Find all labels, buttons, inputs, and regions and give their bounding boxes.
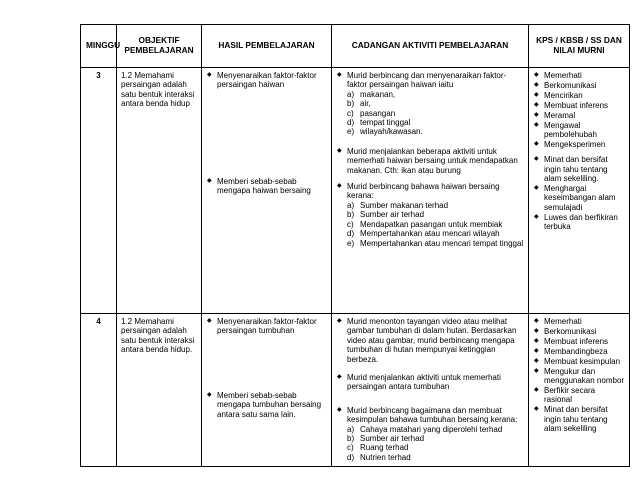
- cadangan-item: [336, 71, 524, 137]
- sub-item: e) Mempertahankan atau mencari tempat tinggal: [347, 238, 524, 248]
- sub-item: d) Nutrien terhad: [347, 452, 411, 462]
- sub-list: [347, 90, 524, 137]
- kps-item: ◆ Membuat kesimpulan: [533, 357, 625, 366]
- sub-item: d) tempat tinggal: [347, 118, 411, 128]
- sub-item: c) Ruang terhad: [347, 443, 409, 453]
- hasil-item: ◆ Memberi sebab-sebab mengapa tumbuhan bersaing antara satu sama lain.: [206, 391, 327, 419]
- cadangan-item: [336, 182, 524, 248]
- cadangan-item: ◆ Murid menjalankan aktiviti untuk memerhati persaingan antara tumbuhan: [336, 373, 524, 392]
- sub-item: c) pasangan: [347, 108, 396, 118]
- sub-item: a) makanan,: [347, 89, 396, 99]
- cadangan-text: Murid berbincang bahawa haiwan bersaing kerana:: [347, 182, 500, 201]
- sub-item: b) Sumber air terhad: [347, 210, 425, 220]
- sub-item: a) Sumber makanan terhad: [347, 200, 449, 210]
- header-row: [81, 25, 630, 68]
- kps-item: ◆ Mengukur dan menggunakan nombor: [533, 367, 625, 386]
- cadangan-cell: [332, 68, 529, 314]
- nilai-item: ◆ Minat dan bersifat ingin tahu tentang alam sekeliling.: [533, 155, 625, 183]
- hasil-item: ◆ Memberi sebab-sebab mengapa haiwan bersaing: [206, 177, 327, 196]
- kps-cell: [529, 68, 630, 314]
- kps-item: ◆ Memerhati: [533, 71, 625, 80]
- table-row-week-3: [81, 68, 630, 314]
- table-row-week-4: [81, 314, 630, 467]
- kps-item: ◆ Mengeksperimen: [533, 140, 625, 149]
- header-minggu: MINGGU: [81, 25, 117, 68]
- objektif-cell: 1.2 Memahami persaingan adalah satu bentuk interaksi antara benda hidup: [117, 68, 202, 314]
- sub-item: b) air,: [347, 99, 371, 109]
- hasil-cell: [202, 314, 332, 467]
- kps-item: ◆ Membandingbeza: [533, 347, 625, 356]
- sub-item: e) wilayah/kawasan.: [347, 127, 423, 137]
- sub-item: d) Mempertahankan atau mencari wilayah: [347, 229, 500, 239]
- week-number: 3: [81, 68, 117, 314]
- week-number: 4: [81, 314, 117, 467]
- kps-item: ◆ Meramal: [533, 111, 625, 120]
- header-kps: KPS / KBSB / SS DAN NILAI MURNI: [529, 25, 630, 68]
- nilai-item: ◆ Luwes dan berfikiran terbuka: [533, 213, 625, 232]
- nilai-item: ◆ Menghargai keseimbangan alam semulajadi: [533, 184, 625, 212]
- cadangan-item: ◆ Murid menjalankan beberapa aktiviti untuk memerhati haiwan bersaing untuk mendapatkan makanan. Cth: ikan atau burung: [336, 147, 524, 175]
- kps-item: ◆ Mengawal pembolehubah: [533, 121, 625, 140]
- kps-item: ◆ Berfikir secara rasional: [533, 386, 625, 405]
- hasil-item: ◆ Menyenaraikan faktor-faktor persaingan haiwan: [206, 71, 327, 90]
- kps-item: ◆ Membuat inferens: [533, 101, 625, 110]
- objektif-cell: 1.2 Memahami persaingan adalah satu bentuk interaksi antara benda hidup.: [117, 314, 202, 467]
- nilai-item: ◆ Minat dan bersifat ingin tahu tentang alam sekeliling: [533, 405, 625, 433]
- hasil-item: ◆ Menyenaraikan faktor-faktor persaingan tumbuhan: [206, 317, 327, 336]
- cadangan-item: [336, 406, 524, 462]
- kps-item: ◆ Berkomunikasi: [533, 81, 625, 90]
- kps-cell: [529, 314, 630, 467]
- kps-item: ◆ Membuat inferens: [533, 337, 625, 346]
- kps-item: ◆ Mencirikan: [533, 91, 625, 100]
- cadangan-item: ◆ Murid menonton tayangan video atau melihat gambar tumbuhan di dalam hutan. Berdasarkan video atau gambar, murid berbincang mengapa tumbuhan di hutan mempunyai ketinggian berbeza.: [336, 317, 524, 364]
- cadangan-cell: [332, 314, 529, 467]
- cadangan-text: Murid berbincang bagaimana dan membuat kesimpulan bahawa tumbuhan bersaing kerana:: [347, 405, 518, 425]
- sub-item: a) Cahaya matahari yang diperolehi terhad: [347, 424, 503, 434]
- sub-item: b) Sumber air terhad: [347, 434, 425, 444]
- hasil-cell: [202, 68, 332, 314]
- kps-item: ◆ Berkomunikasi: [533, 327, 625, 336]
- header-cadangan: CADANGAN AKTIVITI PEMBELAJARAN: [332, 25, 529, 68]
- sub-item: c) Mendapatkan pasangan untuk membiak: [347, 219, 503, 229]
- cadangan-text: Murid berbincang dan menyenaraikan faktor-faktor persaingan haiwan iaitu: [347, 71, 507, 90]
- sub-list: [347, 201, 524, 248]
- header-objektif: OBJEKTIF PEMBELAJARAN: [117, 25, 202, 68]
- lesson-plan-table: [80, 24, 630, 467]
- kps-item: ◆ Memerhati: [533, 317, 625, 326]
- header-hasil: HASIL PEMBELAJARAN: [202, 25, 332, 68]
- sub-list: [347, 425, 524, 463]
